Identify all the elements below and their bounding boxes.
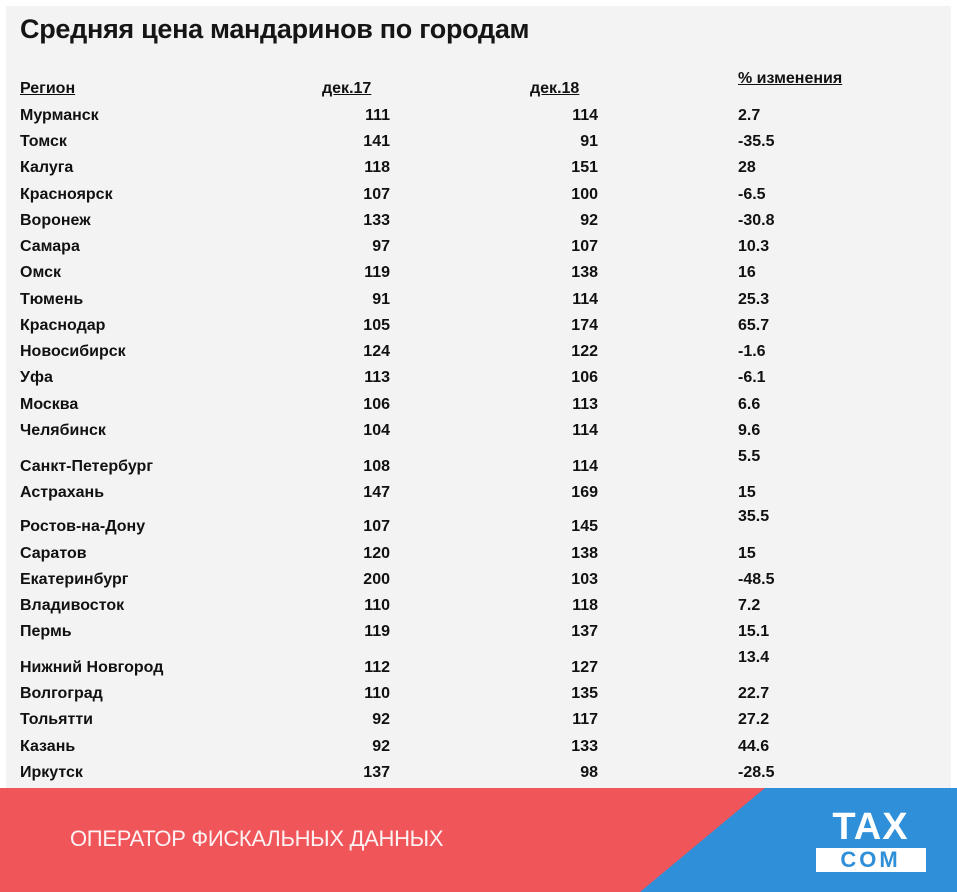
cell-pct-change: -6.1 [738,369,766,386]
cell-region: Томск [20,133,67,150]
cell-dec18: 100 [571,186,598,203]
cell-pct-change: 13.4 [738,649,770,666]
cell-region: Ростов-на-Дону [20,518,146,535]
table-row [0,620,900,644]
cell-pct-change: 7.2 [738,597,761,614]
logo-tax-text: TAX [832,806,909,848]
cell-dec18: 169 [571,484,598,501]
table-row [0,594,900,618]
cell-dec17: 141 [363,133,390,150]
logo-com-text: COM [816,848,926,872]
table-row [0,235,900,259]
cell-dec18: 98 [580,764,598,781]
cell-region: Астрахань [20,484,105,501]
cell-pct-change: 27.2 [738,711,770,728]
cell-region: Красноярск [20,186,113,203]
cell-region: Калуга [20,159,74,176]
table-row [0,183,900,207]
cell-pct-change: 2.7 [738,107,761,124]
cell-dec18: 138 [571,264,598,281]
table-row [0,288,900,312]
cell-pct-change: 9.6 [738,422,761,439]
table-row [0,156,900,180]
cell-dec17: 105 [363,317,390,334]
cell-pct-change: 10.3 [738,238,770,255]
cell-pct-change: 22.7 [738,685,770,702]
cell-dec17: 97 [372,238,390,255]
column-header-region: Регион [20,80,76,97]
cell-region: Челябинск [20,422,106,439]
cell-dec18: 151 [571,159,598,176]
table-row [0,130,900,154]
table-row [0,761,900,785]
table-row [0,448,900,479]
taxcom-logo [808,808,933,876]
cell-dec17: 137 [363,764,390,781]
table-row [0,314,900,338]
cell-region: Воронеж [20,212,91,229]
footer-tagline: ОПЕРАТОР ФИСКАЛЬНЫХ ДАННЫХ [70,826,444,851]
table-row [0,340,900,364]
cell-dec18: 137 [571,623,598,640]
table-row [0,568,900,592]
column-header-dec18: дек.18 [530,80,580,97]
cell-dec18: 103 [571,571,598,588]
cell-dec17: 92 [372,711,390,728]
cell-dec17: 92 [372,738,390,755]
cell-region: Иркутск [20,764,83,781]
cell-pct-change: 25.3 [738,291,770,308]
footer-banner [0,788,957,892]
cell-dec17: 124 [363,343,390,360]
cell-dec17: 106 [363,396,390,413]
cell-region: Уфа [20,369,53,386]
table-row [0,419,900,443]
cell-dec17: 110 [364,597,390,614]
cell-dec18: 145 [571,518,598,535]
cell-dec17: 147 [363,484,390,501]
cell-dec18: 92 [580,212,598,229]
cell-pct-change: -30.8 [738,212,775,229]
cell-dec18: 114 [572,107,598,124]
cell-dec18: 114 [572,458,598,475]
cell-dec18: 133 [571,738,598,755]
cell-dec17: 104 [363,422,390,439]
cell-pct-change: -48.5 [738,571,775,588]
cell-region: Москва [20,396,79,413]
cell-dec17: 120 [363,545,390,562]
cell-dec18: 113 [572,396,598,413]
cell-pct-change: -35.5 [738,133,775,150]
cell-region: Мурманск [20,107,99,124]
cell-dec17: 107 [363,518,390,535]
cell-dec18: 106 [571,369,598,386]
cell-pct-change: 65.7 [738,317,770,334]
cell-region: Санкт-Петербург [20,458,153,475]
cell-dec18: 107 [571,238,598,255]
cell-dec18: 174 [571,317,598,334]
cell-pct-change: 28 [738,159,756,176]
page-title: Средняя цена мандаринов по городам [20,14,530,44]
cell-dec18: 135 [571,685,598,702]
cell-region: Самара [20,238,80,255]
table-row [0,508,900,539]
cell-pct-change: -6.5 [738,186,766,203]
cell-pct-change: 35.5 [738,508,770,525]
cell-pct-change: 15 [738,545,756,562]
table-row [0,649,900,680]
table-row [0,104,900,128]
cell-region: Казань [20,738,76,755]
cell-dec17: 108 [363,458,390,475]
cell-dec18: 91 [580,133,598,150]
cell-pct-change: -28.5 [738,764,775,781]
cell-region: Краснодар [20,317,106,334]
cell-dec18: 114 [572,291,598,308]
table-row [0,735,900,759]
cell-dec17: 118 [364,159,390,176]
cell-dec18: 117 [572,711,598,728]
cell-region: Тольятти [20,711,93,728]
column-header-dec17: дек.17 [322,80,372,97]
cell-dec18: 122 [571,343,598,360]
cell-pct-change: 15 [738,484,756,501]
cell-dec17: 111 [365,107,390,124]
cell-dec17: 112 [364,659,390,676]
table-row [0,542,900,566]
column-header-pct-change: % изменения [738,70,843,87]
cell-dec18: 127 [571,659,598,676]
cell-pct-change: 6.6 [738,396,761,413]
table-row [0,366,900,390]
cell-region: Новосибирск [20,343,126,360]
table-row [0,261,900,285]
cell-region: Омск [20,264,61,281]
cell-pct-change: -1.6 [738,343,766,360]
cell-pct-change: 44.6 [738,738,770,755]
table-row [0,708,900,732]
cell-region: Владивосток [20,597,125,614]
cell-dec17: 107 [363,186,390,203]
cell-pct-change: 15.1 [738,623,770,640]
table-row [0,682,900,706]
cell-dec18: 114 [572,422,598,439]
cell-region: Екатеринбург [20,571,129,588]
cell-dec17: 110 [364,685,390,702]
cell-region: Волгоград [20,685,103,702]
table-row [0,393,900,417]
cell-region: Саратов [20,545,87,562]
cell-dec18: 118 [572,597,598,614]
cell-region: Пермь [20,623,72,640]
cell-dec17: 91 [372,291,390,308]
cell-dec17: 200 [363,571,390,588]
cell-pct-change: 16 [738,264,756,281]
cell-region: Тюмень [20,291,84,308]
cell-dec17: 133 [363,212,390,229]
cell-pct-change: 5.5 [738,448,761,465]
cell-dec17: 119 [364,264,390,281]
cell-dec18: 138 [571,545,598,562]
cell-dec17: 119 [364,623,390,640]
table-row [0,209,900,233]
cell-dec17: 113 [364,369,390,386]
table-row [0,481,900,505]
cell-region: Нижний Новгород [20,659,164,676]
